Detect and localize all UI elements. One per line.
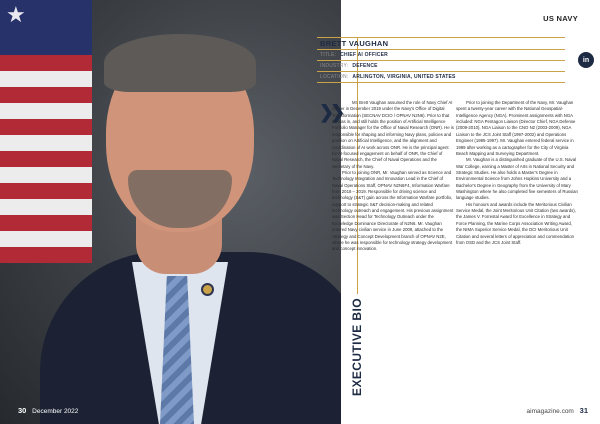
- bio-column-1: [332, 100, 454, 384]
- title-row: TITLE: CHIEF AI OFFICER: [317, 49, 565, 60]
- location-row: LOCATION: ARLINGTON, VIRGINIA, UNITED STATES: [317, 71, 565, 83]
- industry-row: INDUSTRY: DEFENCE: [317, 60, 565, 71]
- industry: DEFENCE: [352, 63, 378, 69]
- lapel-pin-icon: [201, 283, 214, 296]
- paragraph: Mr. Vaughan is a distinguished graduate of the U.S. Naval War College, earning a Master of Arts in National Security and Strategic Studies. He also holds a Master's Degree in Environmental Science from Johns Hopkins University and a Bachelor's Degree in Geography from the University of Mary Washington where he also completed five semesters of Russian language studies.: [456, 157, 578, 201]
- location: ARLINGTON, VIRGINIA, UNITED STATES: [352, 74, 456, 80]
- job-title: CHIEF AI OFFICER: [340, 52, 388, 58]
- us-flag-background: ★: [0, 0, 92, 300]
- bio-header: [317, 37, 565, 83]
- magazine-site-link[interactable]: aimagazine.com: [526, 408, 574, 415]
- bio-column-2: [456, 100, 578, 384]
- left-page-number: 30: [18, 406, 27, 415]
- chevron-quote-icon: ❯❯: [319, 102, 342, 122]
- section-label: US NAVY: [543, 14, 578, 23]
- side-tab-label: EXECUTIVE BIO: [350, 298, 364, 396]
- paragraph: Prior to joining ONR, Mr. Vaughan served as Science and Technology Integration and Innovation Lead in the Chief of Naval Operations Staff, OPNAV N2N6F4, Information Warfare from 2018 – 2019. Responsible for driving science and technology (S&T) gain across the Information Warfare portfolio, support to strategic S&T decision-making and related technology outreach and engagement. His previous assignment was Section Head for Technology Outreach under the Knowledge Dominance Directorate of N2N6. Mr. Vaughan entered Navy civilian service in June 2009, attached to the Strategy and Concept Development branch of OPNAV N2E, where he was responsible for technology strategy development and concept innovation.: [332, 169, 454, 252]
- right-page-number: 31: [579, 406, 588, 415]
- paragraph: His honours and awards include the Meritorious Civilian Service Medal, the Joint Meritorious Unit Citation (two awards), the James V. Forrestal Award for Excellence in Strategy and Force Planning, the Marine Corps Association Writing Award, the NIMA Superior Service Medal, the DCI Meritorious Unit Citation and several letters of appreciation and commendation from OSD and the JCS Joint Staff.: [456, 201, 576, 245]
- linkedin-icon[interactable]: in: [578, 52, 594, 68]
- person-name: BRETT VAUGHAN: [317, 37, 565, 49]
- paragraph: Mr. Brett Vaughan assumed the role of Navy Chief AI Officer in December 2019 under the Navy's Office of Digital Transformation (SECNAV DCIO / OPNAV N2N6). Prior to that he was in, and still holds the position of Artificial Intelligence Portfolio Manager for the Office of Naval Research (ONR). He is responsible for shaping and informing Navy plans, policies and position on Artificial Intelligence, and the alignment and coordination of AI work across ONR. He is the principal agent for AI-focused engagement on behalf of ONR, the Chief of Naval Research, the Chief of Naval Operations and the Secretary of the Navy.: [332, 100, 454, 169]
- right-folio: [527, 406, 588, 415]
- left-folio: [18, 406, 78, 415]
- paragraph: Prior to joining the Department of the Navy, Mr. Vaughan spent a twenty-year career with the National Geospatial-Intelligence Agency (NGA). Prominent assignments with NGA included: NGA Pentagon Liaison (Director Chief, NGA Defense (2009-2010), NGA Liaison to the CNO N2 (2003-2009), NGA Liaison to the JCS Joint Staff (1997-2002) and Operations Engineer (1995-1997). Mr. Vaughan entered federal service in 1989 after working as a cartographer for the City of Virginia Beach Mapping and Surveying Department.: [456, 100, 576, 156]
- issue-date: December 2022: [32, 408, 79, 415]
